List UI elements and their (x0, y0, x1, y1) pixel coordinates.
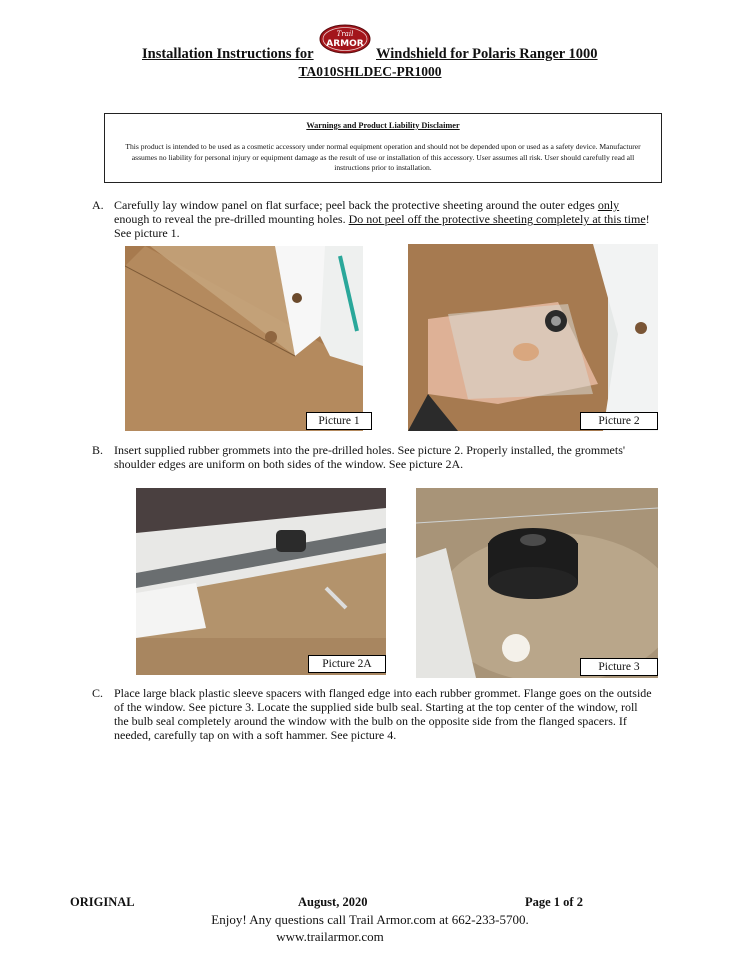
picture-2a-photo (136, 488, 386, 675)
svg-text:Trail: Trail (336, 30, 354, 38)
title-right: Windshield for Polaris Ranger 1000 (376, 46, 598, 62)
disclaimer-title: Warnings and Product Liability Disclaimer (306, 121, 460, 130)
step-b (92, 443, 652, 471)
footer-status: ORIGINAL (70, 895, 135, 909)
step-a-text-4: Do not peel off the protective sheeting completely at this time (348, 212, 646, 226)
svg-text:ARMOR: ARMOR (326, 39, 364, 49)
title-left: Installation Instructions for (142, 46, 314, 62)
footer-page: Page 1 of 2 (525, 895, 583, 909)
step-a-label: A. (92, 198, 104, 212)
step-a-text-1: Carefully lay window panel on flat surface; peel back the protective sheeting around the outer edges (114, 198, 598, 212)
step-b-text: Insert supplied rubber grommets into the pre-drilled holes. See picture 2. Properly installed, the grommets' shoulder edges are uniform on both sides of the window. See picture 2A. (114, 443, 626, 471)
step-c-text: Place large black plastic sleeve spacers with flanged edge into each rubber grommet. Flange goes on the outside of the window. See picture 3. Locate the supplied side bulb seal. Starting at the top center of the window, roll the bulb seal completely around the window with the bulb on the opposite side from the flanged spacers. If needed, carefully tap on with a soft hammer. See picture 4. (114, 686, 652, 742)
picture-1-photo (125, 246, 363, 431)
step-a-text-2: only (597, 198, 620, 212)
picture-2-caption: Picture 2 (580, 412, 658, 430)
footer-contact: Enjoy! Any questions call Trail Armor.com at 662-233-5700. (211, 912, 529, 927)
step-b-label: B. (92, 443, 104, 457)
picture-3-photo (416, 488, 658, 678)
step-c-label: C. (92, 686, 104, 700)
part-number: TA010SHLDEC-PR1000 (298, 64, 442, 79)
picture-1-caption: Picture 1 (306, 412, 372, 430)
step-c (92, 686, 652, 742)
picture-2-photo (408, 244, 658, 431)
step-a (92, 198, 652, 240)
step-a-text-5: ! See picture 1. (114, 212, 650, 240)
disclaimer-body: This product is intended to be used as a cosmetic accessory under normal equipment operation and should not be depended upon or used as a safety device. Manufacturer assumes no liability for personal injury or equipment damage as the result of use or installation of this accessory. User assumes all risk. User should carefully read all instructions prior to installation. (125, 142, 641, 172)
picture-3-caption: Picture 3 (580, 658, 658, 676)
disclaimer-box (104, 113, 662, 183)
footer-website: www.trailarmor.com (276, 929, 384, 944)
trail-armor-logo (319, 24, 371, 54)
picture-2a-caption: Picture 2A (308, 655, 386, 673)
step-a-text-3: enough to reveal the pre-drilled mounting holes. (114, 212, 349, 226)
footer-date: August, 2020 (298, 895, 368, 909)
